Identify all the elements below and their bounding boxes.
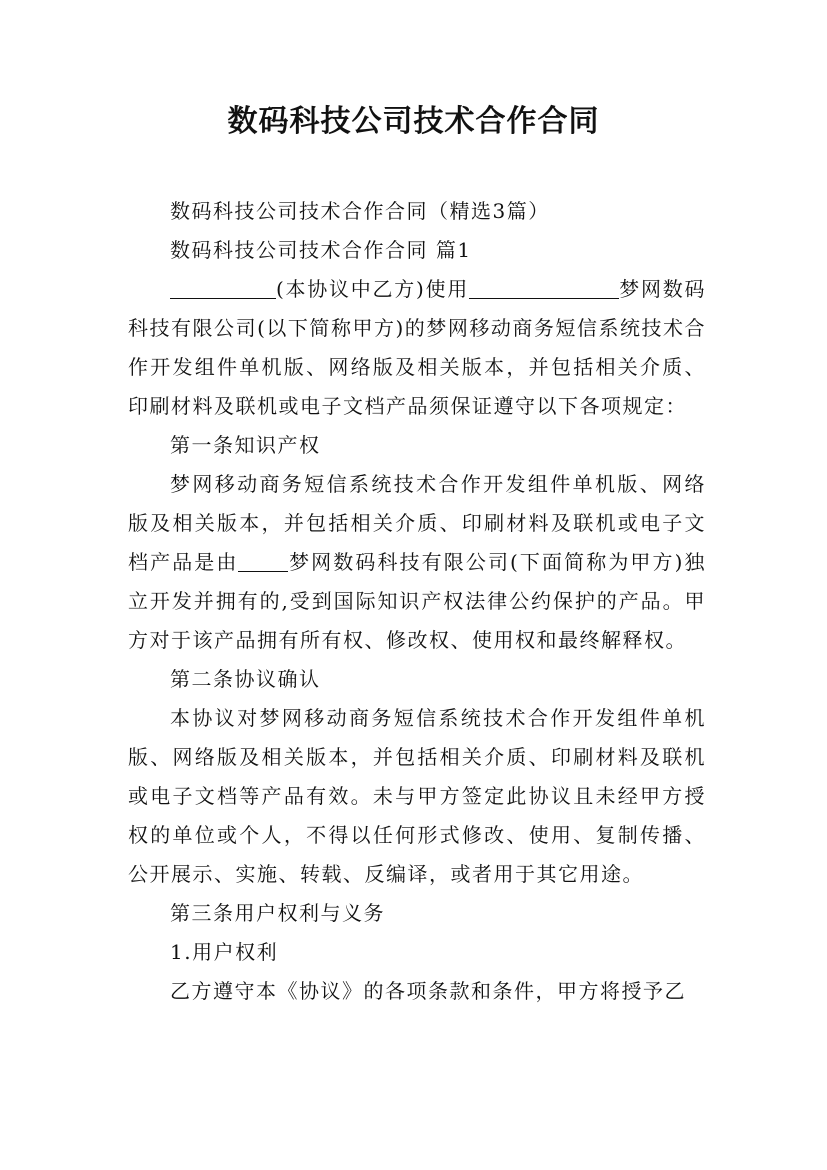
blank-party-b (170, 297, 276, 299)
intro-text-1: (本协议中乙方)使用 (276, 277, 470, 301)
article-2-heading: 第二条协议确认 (170, 667, 321, 691)
article-3-paragraph: 乙方遵守本《协议》的各项条款和条件，甲方将授予乙 (170, 979, 686, 1003)
document-title: 数码科技公司技术合作合同 (227, 104, 600, 139)
article-1-text-1: 梦网移动商务短信系统技术合作开发组件单机版、网络版及相关版本，并包括相关介质、印刷材料及联机或电子文档产品是由 (128, 472, 706, 574)
article-2-paragraph: 本协议对梦网移动商务短信系统技术合作开发组件单机版、网络版及相关版本，并包括相关介质、印刷材料及联机或电子文档等产品有效。未与甲方签定此协议且未经甲方授权的单位或个人，不得以任何形式修改、使用、复制传播、公开展示、实施、转载、反编译，或者用于其它用途。 (128, 706, 706, 886)
intro-paragraph (128, 270, 706, 426)
article-1-paragraph (128, 465, 706, 660)
blank-party-a (469, 297, 619, 299)
article-1-text-2: 梦网数码科技有限公司(下面简称为甲方)独立开发并拥有的,受到国际知识产权法律公约保护的产品。甲方对于该产品拥有所有权、修改权、使用权和最终解释权。 (128, 550, 707, 652)
article-3-item-1: 1.用户权利 (170, 940, 279, 964)
article-3-heading: 第三条用户权利与义务 (170, 901, 385, 925)
subtitle-line: 数码科技公司技术合作合同（精选3篇） (170, 199, 550, 223)
part-heading: 数码科技公司技术合作合同 篇1 (170, 238, 472, 262)
article-1-heading: 第一条知识产权 (170, 433, 321, 457)
blank-company (238, 570, 288, 572)
intro-text-2: 梦网数码科技有限公司(以下简称甲方)的梦网移动商务短信系统技术合作开发组件单机版、网络版及相关版本，并包括相关介质、印刷材料及联机或电子文档产品须保证遵守以下各项规定： (128, 277, 706, 418)
document-body (128, 192, 706, 1011)
